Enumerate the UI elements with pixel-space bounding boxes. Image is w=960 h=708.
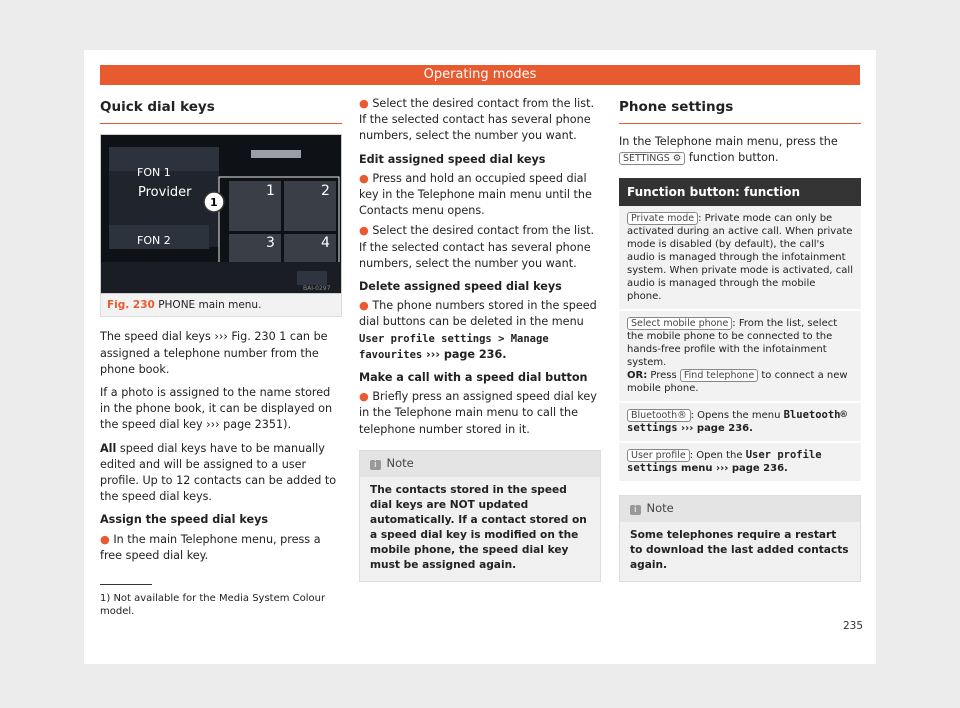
note-header: i Note xyxy=(620,496,860,522)
callout-number: 1 xyxy=(210,196,218,210)
table-row-private-mode: Private mode : Private mode can only be activated during an active call. When private mode is disabled (by default), the call's audio is managed through the infotainment system. When private mode is activated, call audio is managed through the mobile phone. xyxy=(619,206,861,311)
table-row-bluetooth: Bluetooth® : Opens the menu Bluetooth® settings ››› page 236. xyxy=(619,403,861,443)
paragraph-3: All speed dial keys have to be manually edited and will be assigned to a user profile. Up to 12 contacts can be added to the speed dial keys. xyxy=(100,441,337,504)
note-body: Some telephones require a restart to download the last added contacts again. xyxy=(630,529,849,572)
paragraph-2: If a photo is assigned to the name stored in the phone book, it can be displayed on the speed dial key ››› page 2351). xyxy=(100,386,333,432)
bullet-select-contact: ● Select the desired contact from the list. If the selected contact has several phone numbers, select the number you want. xyxy=(359,97,595,143)
subheading-call: Make a call with a speed dial button xyxy=(359,371,588,385)
status-icons xyxy=(251,150,301,158)
note-header: i Note xyxy=(360,451,600,477)
key-label-2: 2 xyxy=(321,183,330,200)
subheading-edit: Edit assigned speed dial keys xyxy=(359,152,546,166)
header-bar: Operating modes xyxy=(100,65,860,85)
info-icon: i xyxy=(630,505,641,515)
key-label-1: 1 xyxy=(266,183,275,200)
fon1-label: FON 1 xyxy=(137,166,171,180)
column-3 xyxy=(619,96,861,582)
bullet-call: ● Briefly press an assigned speed dial key in the Telephone main menu to call the telephone number stored in it. xyxy=(359,390,597,436)
table-row-user-profile: User profile : Open the User profile settings menu ››› page 236. xyxy=(619,443,861,483)
column-2 xyxy=(359,96,601,582)
provider-label: Provider xyxy=(138,185,192,201)
function-table-header: Function button: function xyxy=(619,178,861,206)
note-box-telephones xyxy=(619,495,861,582)
caption-label: Fig. 230 xyxy=(107,299,155,312)
column-1 xyxy=(100,96,342,568)
phone-menu-figure xyxy=(100,134,342,294)
figure-caption xyxy=(100,294,342,317)
subheading-assign: Assign the speed dial keys xyxy=(100,513,269,527)
bullet-assign: ● In the main Telephone menu, press a free speed dial key. xyxy=(100,532,321,562)
subheading-delete: Delete assigned speed dial keys xyxy=(359,280,562,294)
key-label-3: 3 xyxy=(266,235,275,252)
phone-menu-screen xyxy=(101,135,341,293)
settings-intro: In the Telephone main menu, press the SETTINGS ⚙ function button. xyxy=(619,135,838,165)
note-body: The contacts stored in the speed dial keys are NOT updated automatically. If a contact stored on a speed dial key is modified on the mobile phone, the speed dial key must be assigned again. xyxy=(370,484,587,572)
paragraph-1: The speed dial keys ››› Fig. 230 1 can be assigned a telephone number from the phone book. xyxy=(100,330,328,376)
table-row-select-phone: Select mobile phone : From the list, select the mobile phone to be connected to the hands-free profile with the infotainment system. OR: Press Find telephone to connect a new mobile phone. xyxy=(619,311,861,403)
key-label-4: 4 xyxy=(321,235,330,252)
info-icon: i xyxy=(370,460,381,470)
bullet-delete: ● The phone numbers stored in the speed dial buttons can be deleted in the menu User profile settings > Manage favourites ››› page 236. xyxy=(359,299,597,361)
figure-code: BAI-0297 xyxy=(303,285,331,293)
caption-text: PHONE main menu. xyxy=(158,299,262,312)
section-title-quick-dial: Quick dial keys xyxy=(100,96,342,124)
note-box-speed-dial xyxy=(359,450,601,582)
page-number: 235 xyxy=(843,620,864,632)
fon2-label: FON 2 xyxy=(137,234,171,248)
bullet-select-contact-2: ● Select the desired contact from the list. If the selected contact has several phone numbers, select the number you want. xyxy=(359,224,595,270)
section-title-phone-settings: Phone settings xyxy=(619,96,861,124)
footnote: 1) Not available for the Media System Colour model. xyxy=(100,593,326,617)
bullet-press-hold: ● Press and hold an occupied speed dial key in the Telephone main menu until the Contacts menu opens. xyxy=(359,171,592,218)
